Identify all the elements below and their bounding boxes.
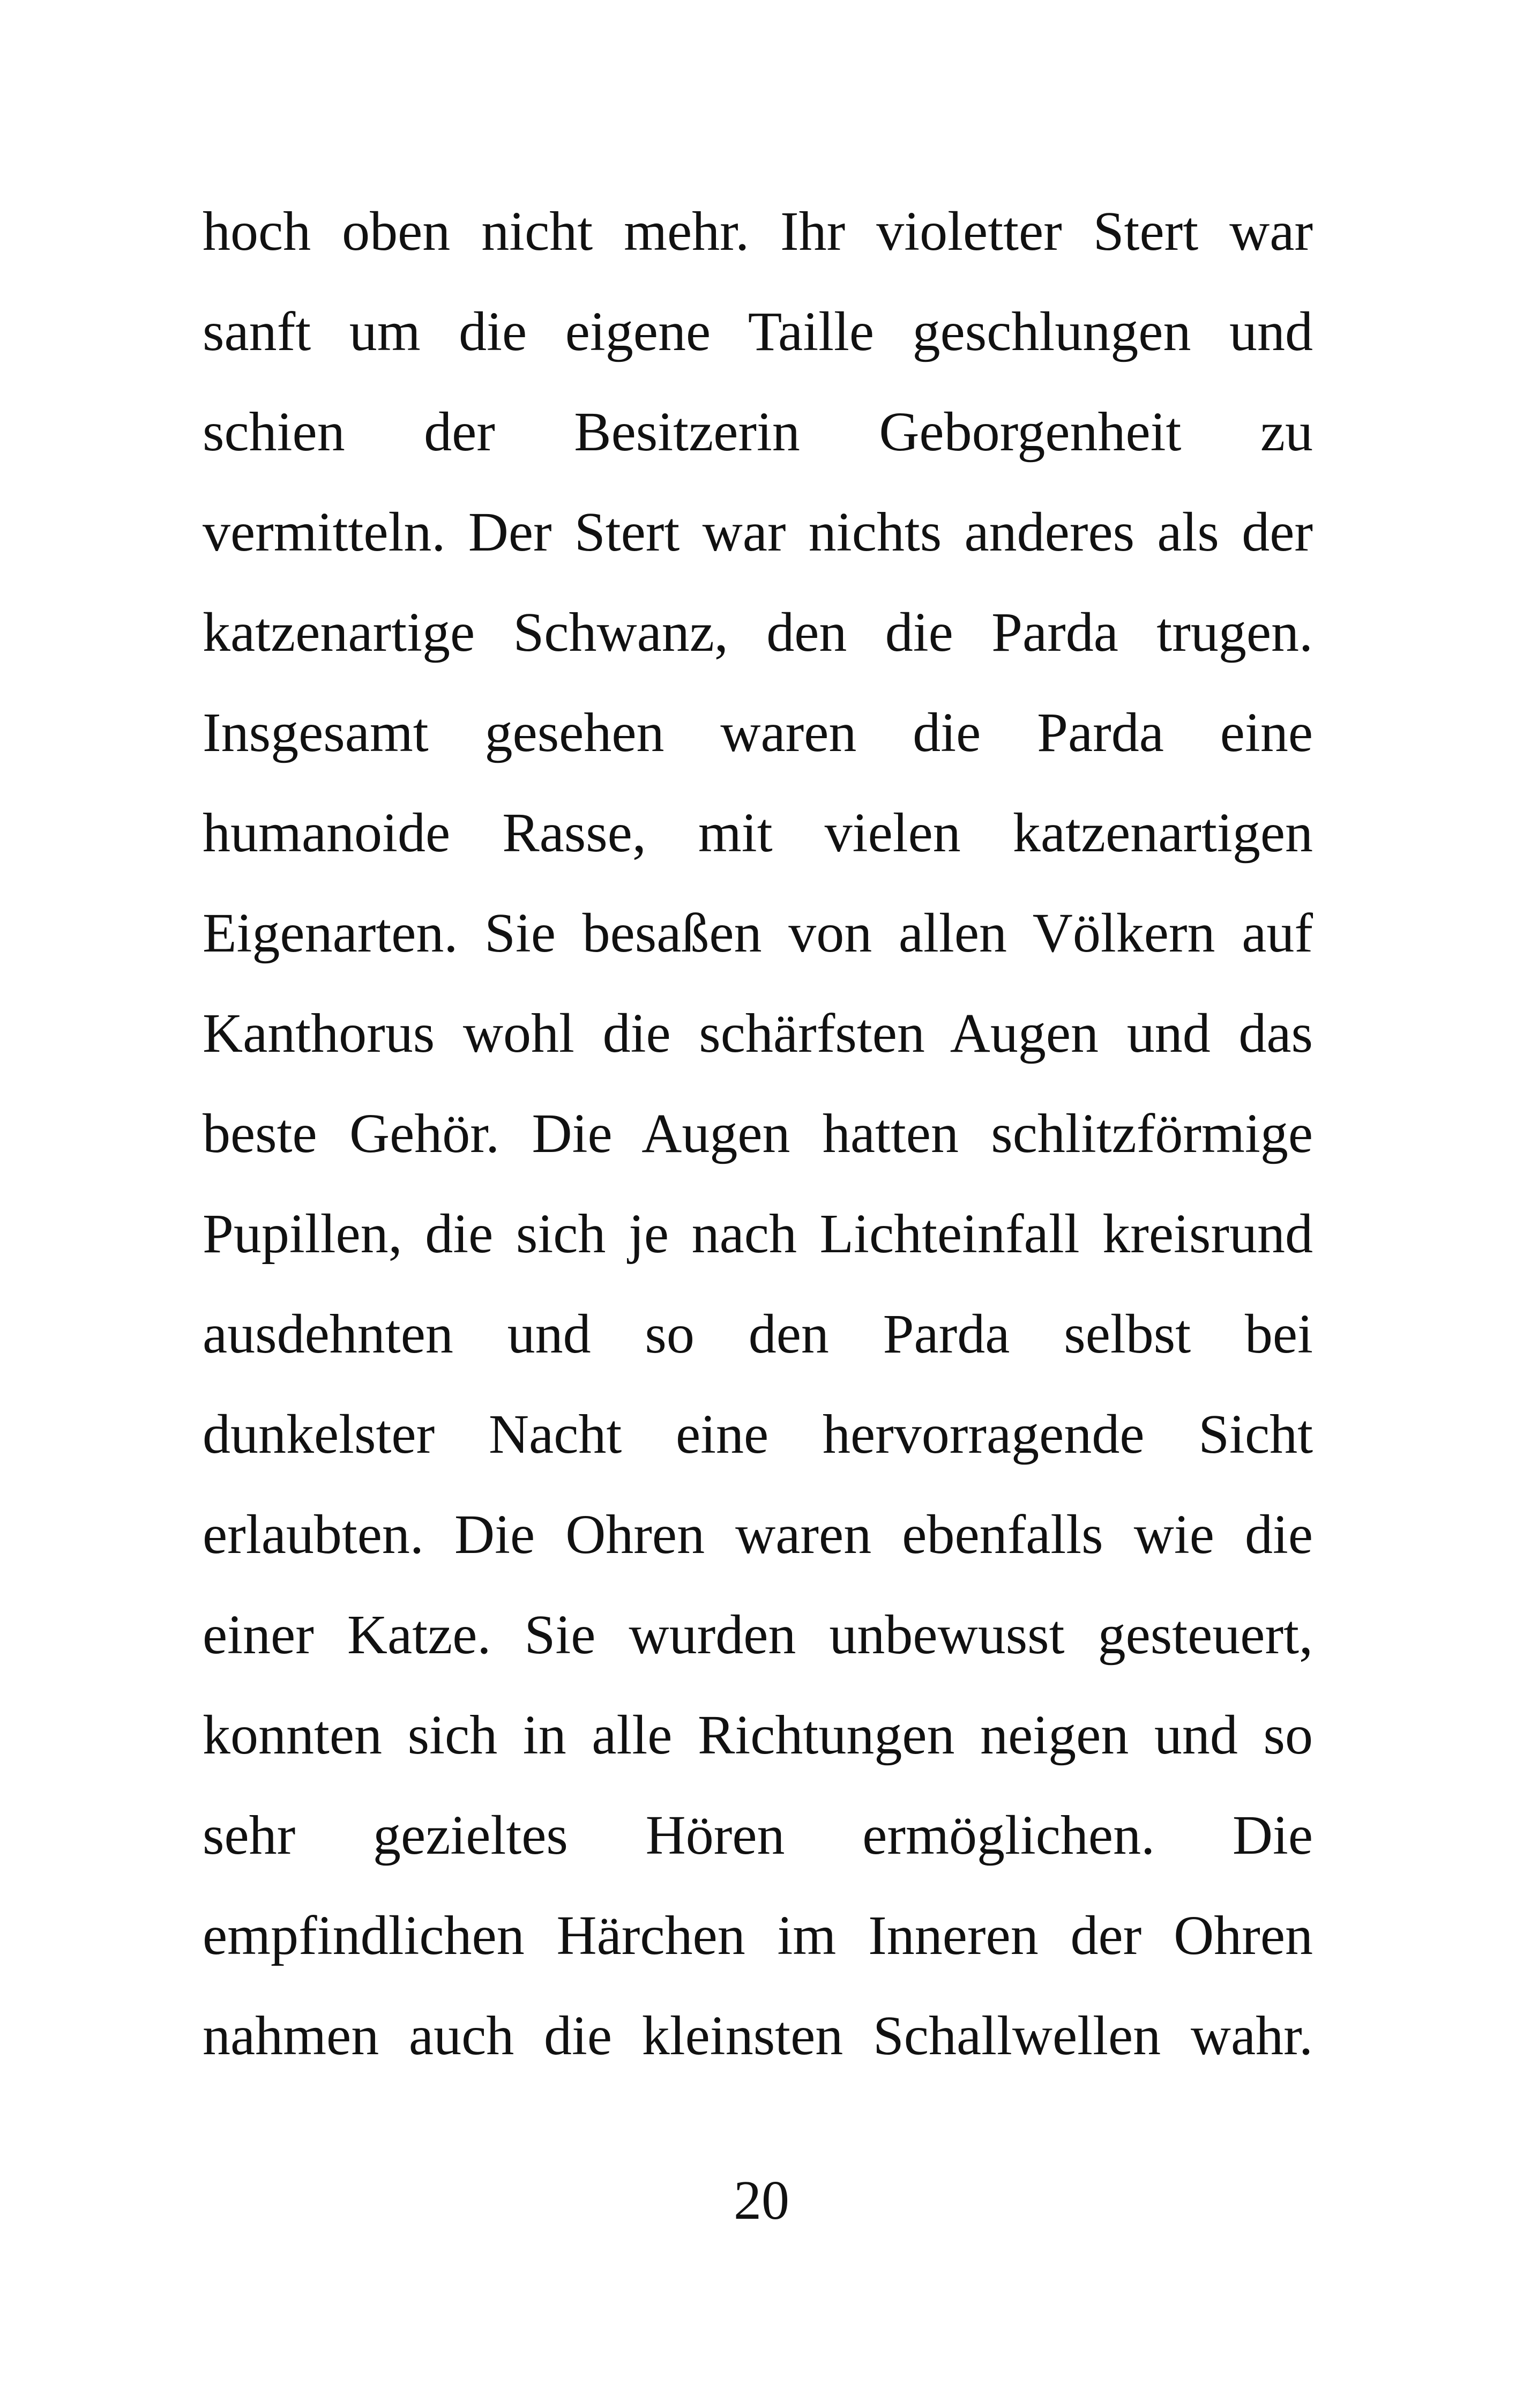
page-number: 20 xyxy=(734,2169,789,2231)
text-line: Kanthorus wohl die schärfsten Augen und das xyxy=(203,1002,1313,1064)
text-line: ausdehnten und so den Parda selbst bei xyxy=(203,1303,1313,1365)
text-line: humanoide Rasse, mit vielen katzenartigen xyxy=(203,802,1313,864)
body-text xyxy=(203,181,1313,2086)
text-line: konnten sich in alle Richtungen neigen und so xyxy=(203,1704,1313,1766)
text-line: Pupillen, die sich je nach Lichteinfall kreisrund xyxy=(203,1203,1313,1265)
text-line: erlaubten. Die Ohren waren ebenfalls wie die xyxy=(203,1504,1313,1565)
text-line: Eigenarten. Sie besaßen von allen Völkern auf xyxy=(203,902,1313,964)
text-line: empfindlichen Härchen im Inneren der Ohren xyxy=(203,1905,1313,1966)
text-line: beste Gehör. Die Augen hatten schlitzförmige xyxy=(203,1103,1313,1164)
text-line: nahmen auch die kleinsten Schallwellen wahr. xyxy=(203,2005,1313,2067)
text-line: sanft um die eigene Taille geschlungen und xyxy=(203,301,1313,362)
text-line: Insgesamt gesehen waren die Parda eine xyxy=(203,702,1313,763)
text-line: einer Katze. Sie wurden unbewusst gesteuert, xyxy=(203,1604,1313,1666)
text-line: sehr gezieltes Hören ermöglichen. Die xyxy=(203,1804,1313,1866)
text-line: schien der Besitzerin Geborgenheit zu xyxy=(203,401,1313,463)
text-line: hoch oben nicht mehr. Ihr violetter Stert war xyxy=(203,200,1313,262)
text-line: katzenartige Schwanz, den die Parda trugen. xyxy=(203,601,1313,663)
text-line: vermitteln. Der Stert war nichts anderes als der xyxy=(203,501,1313,563)
text-line: dunkelster Nacht eine hervorragende Sicht xyxy=(203,1403,1313,1465)
